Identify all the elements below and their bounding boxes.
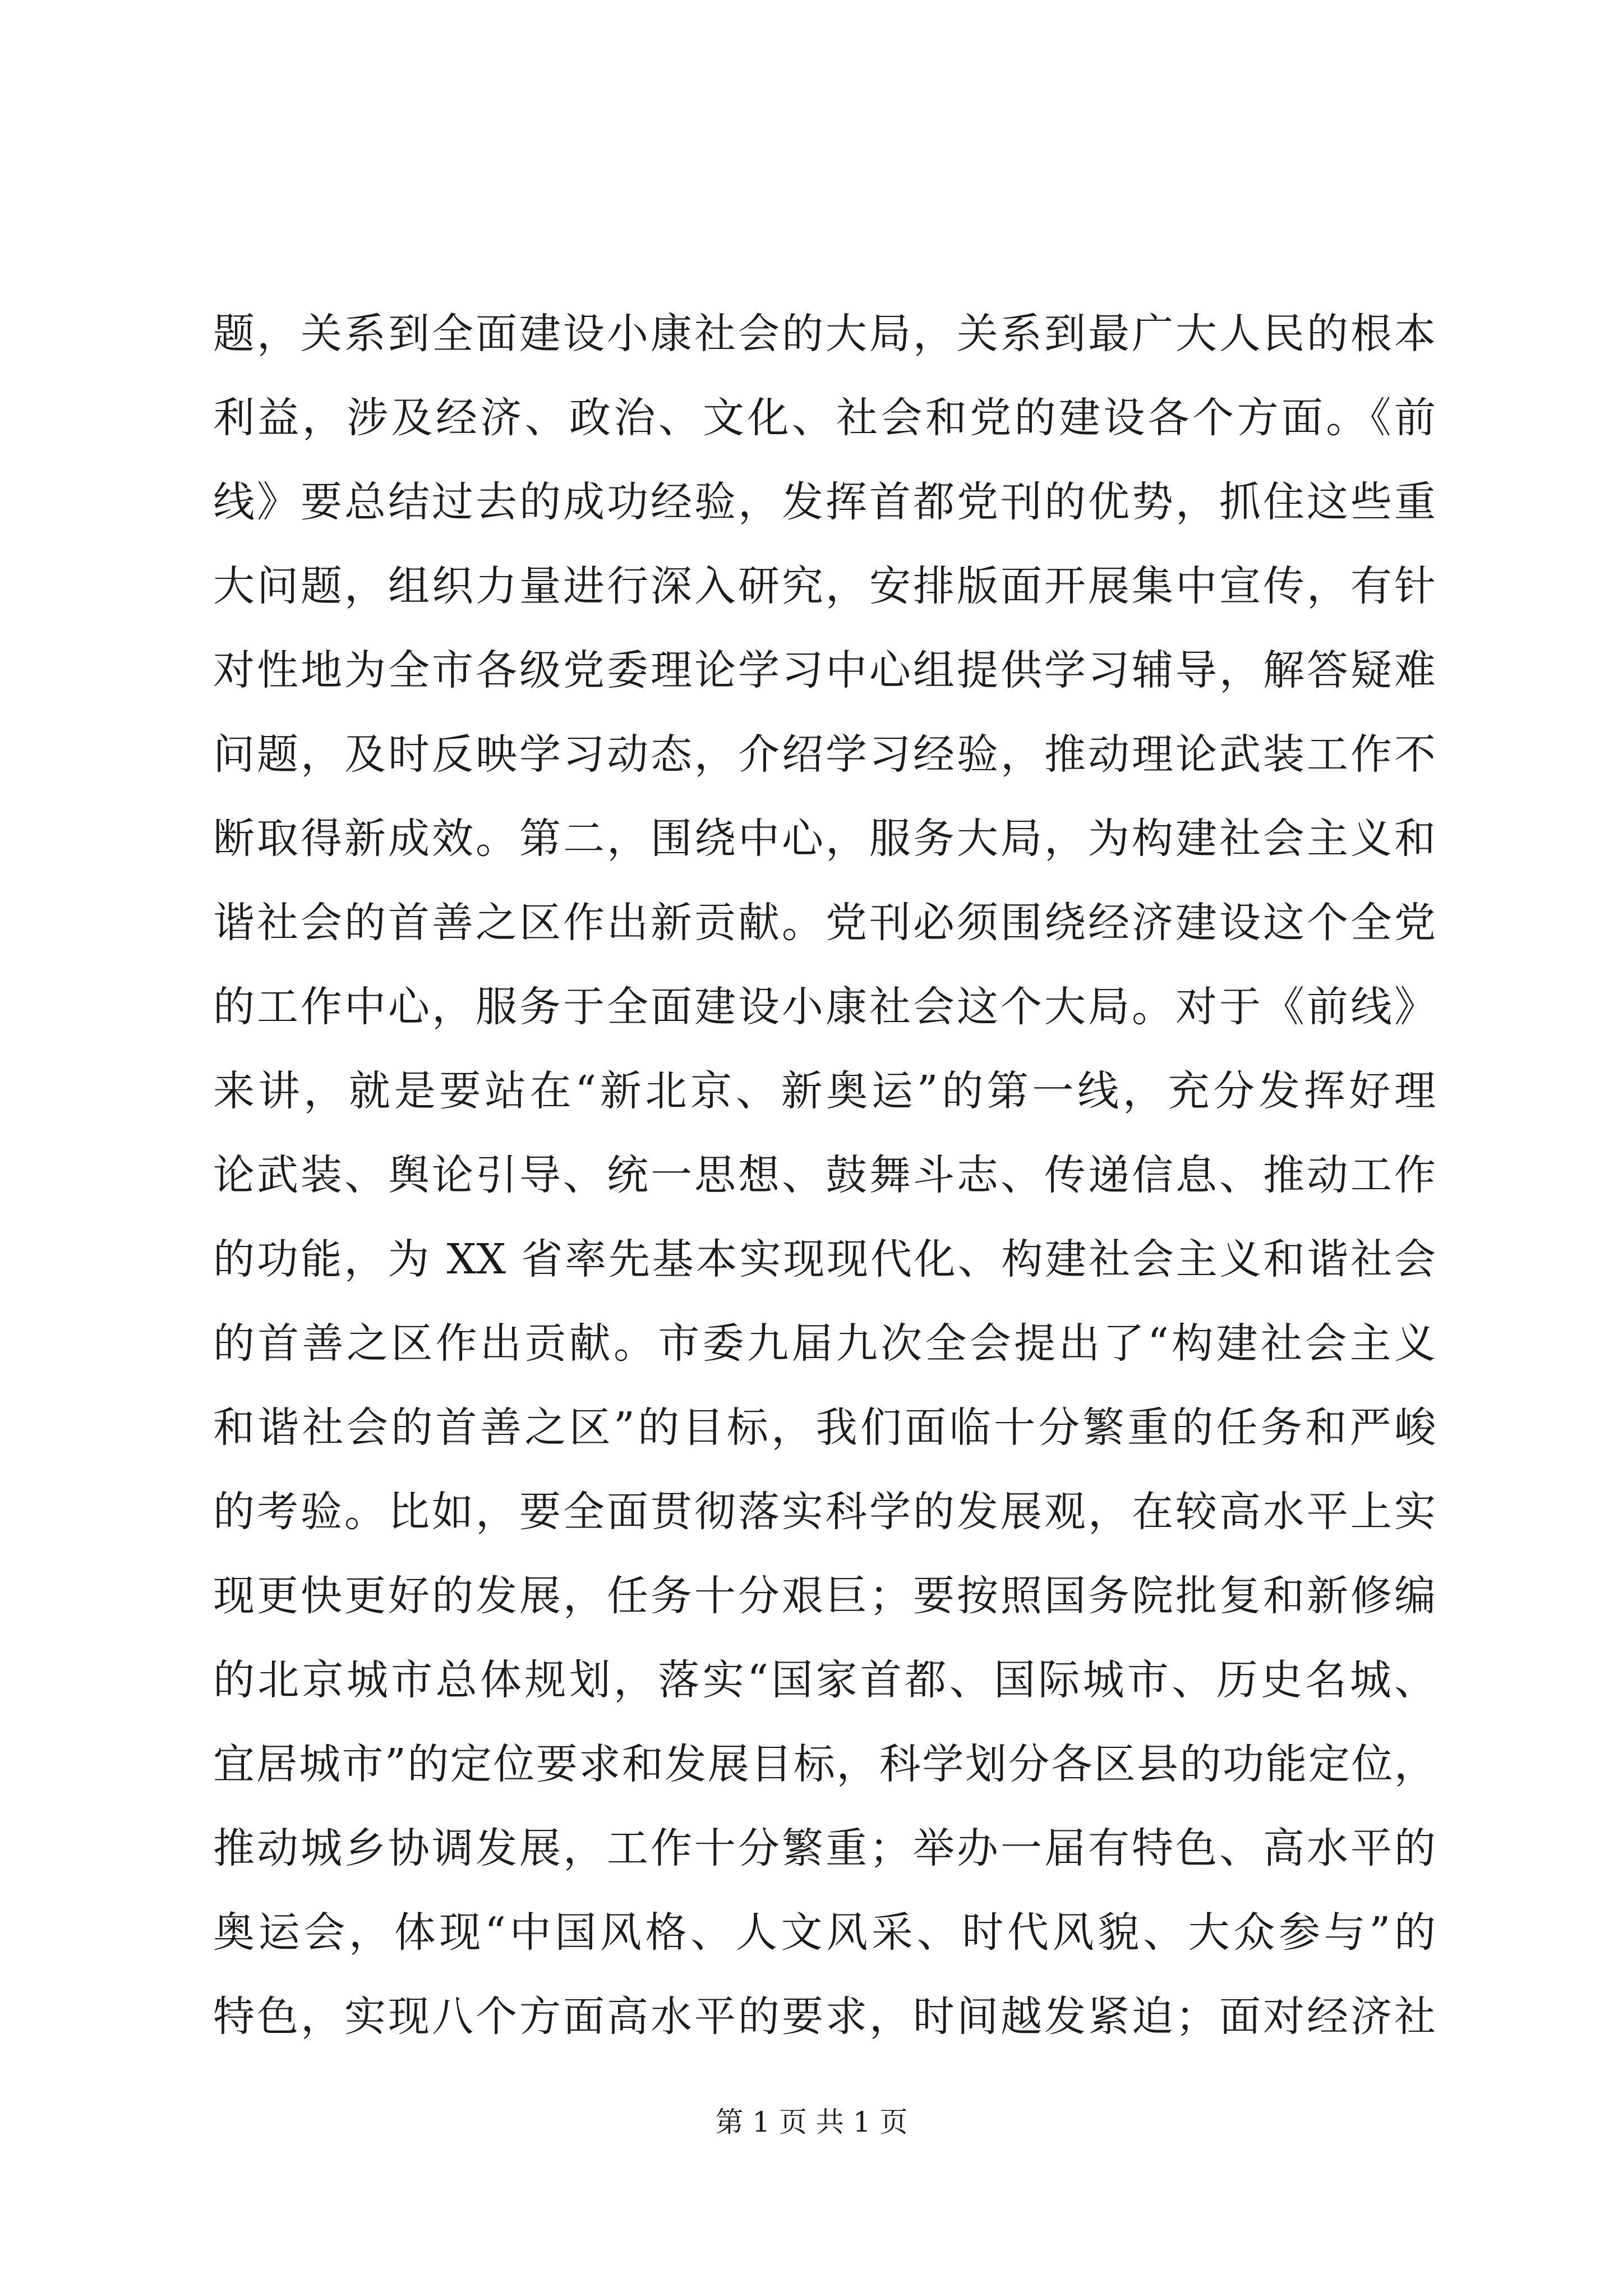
text-line: 的首善之区作出贡献。市委九届九次全会提出了“构建社会主义 [213,1319,1436,1368]
text-line: 题，关系到全面建设小康社会的大局，关系到最广大人民的根本 [213,310,1436,358]
body-text [213,292,1436,2059]
text-line: 线》要总结过去的成功经验，发挥首都党刊的优势，抓住这些重 [213,478,1436,526]
text-line: 论武装、舆论引导、统一思想、鼓舞斗志、传递信息、推动工作 [213,1151,1436,1199]
text-line: 问题，及时反映学习动态，介绍学习经验，推动理论武装工作不 [213,730,1436,779]
text-line: 的考验。比如，要全面贯彻落实科学的发展观，在较高水平上实 [213,1488,1436,1536]
page-footer: 第 1 页 共 1 页 [715,2106,908,2138]
text-line: 利益，涉及经济、政治、文化、社会和党的建设各个方面。《前 [213,394,1436,442]
text-line: 现更快更好的发展，任务十分艰巨；要按照国务院批复和新修编 [213,1572,1436,1620]
text-line: 的工作中心，服务于全面建设小康社会这个大局。对于《前线》 [213,983,1436,1031]
text-line: 谐社会的首善之区作出新贡献。党刊必须围绕经济建设这个全党 [213,899,1436,947]
text-line: 大问题，组织力量进行深入研究，安排版面开展集中宣传，有针 [213,562,1436,610]
text-line: 来讲，就是要站在“新北京、新奥运”的第一线，充分发挥好理 [213,1067,1436,1115]
text-line: 宜居城市”的定位要求和发展目标，科学划分各区县的功能定位， [213,1740,1436,1788]
text-line: 奥运会，体现“中国风格、人文风采、时代风貌、大众参与”的 [213,1908,1436,1957]
text-line: 和谐社会的首善之区”的目标，我们面临十分繁重的任务和严峻 [213,1404,1436,1452]
text-line: 断取得新成效。第二，围绕中心，服务大局，为构建社会主义和 [213,815,1436,863]
text-line: 的功能，为 XX 省率先基本实现现代化、构建社会主义和谐社会 [213,1235,1436,1283]
text-line: 的北京城市总体规划，落实“国家首都、国际城市、历史名城、 [213,1656,1436,1704]
text-line: 对性地为全市各级党委理论学习中心组提供学习辅导，解答疑难 [213,646,1436,694]
text-line: 推动城乡协调发展，工作十分繁重；举办一届有特色、高水平的 [213,1824,1436,1872]
text-line: 特色，实现八个方面高水平的要求，时间越发紧迫；面对经济社 [213,1993,1436,2041]
